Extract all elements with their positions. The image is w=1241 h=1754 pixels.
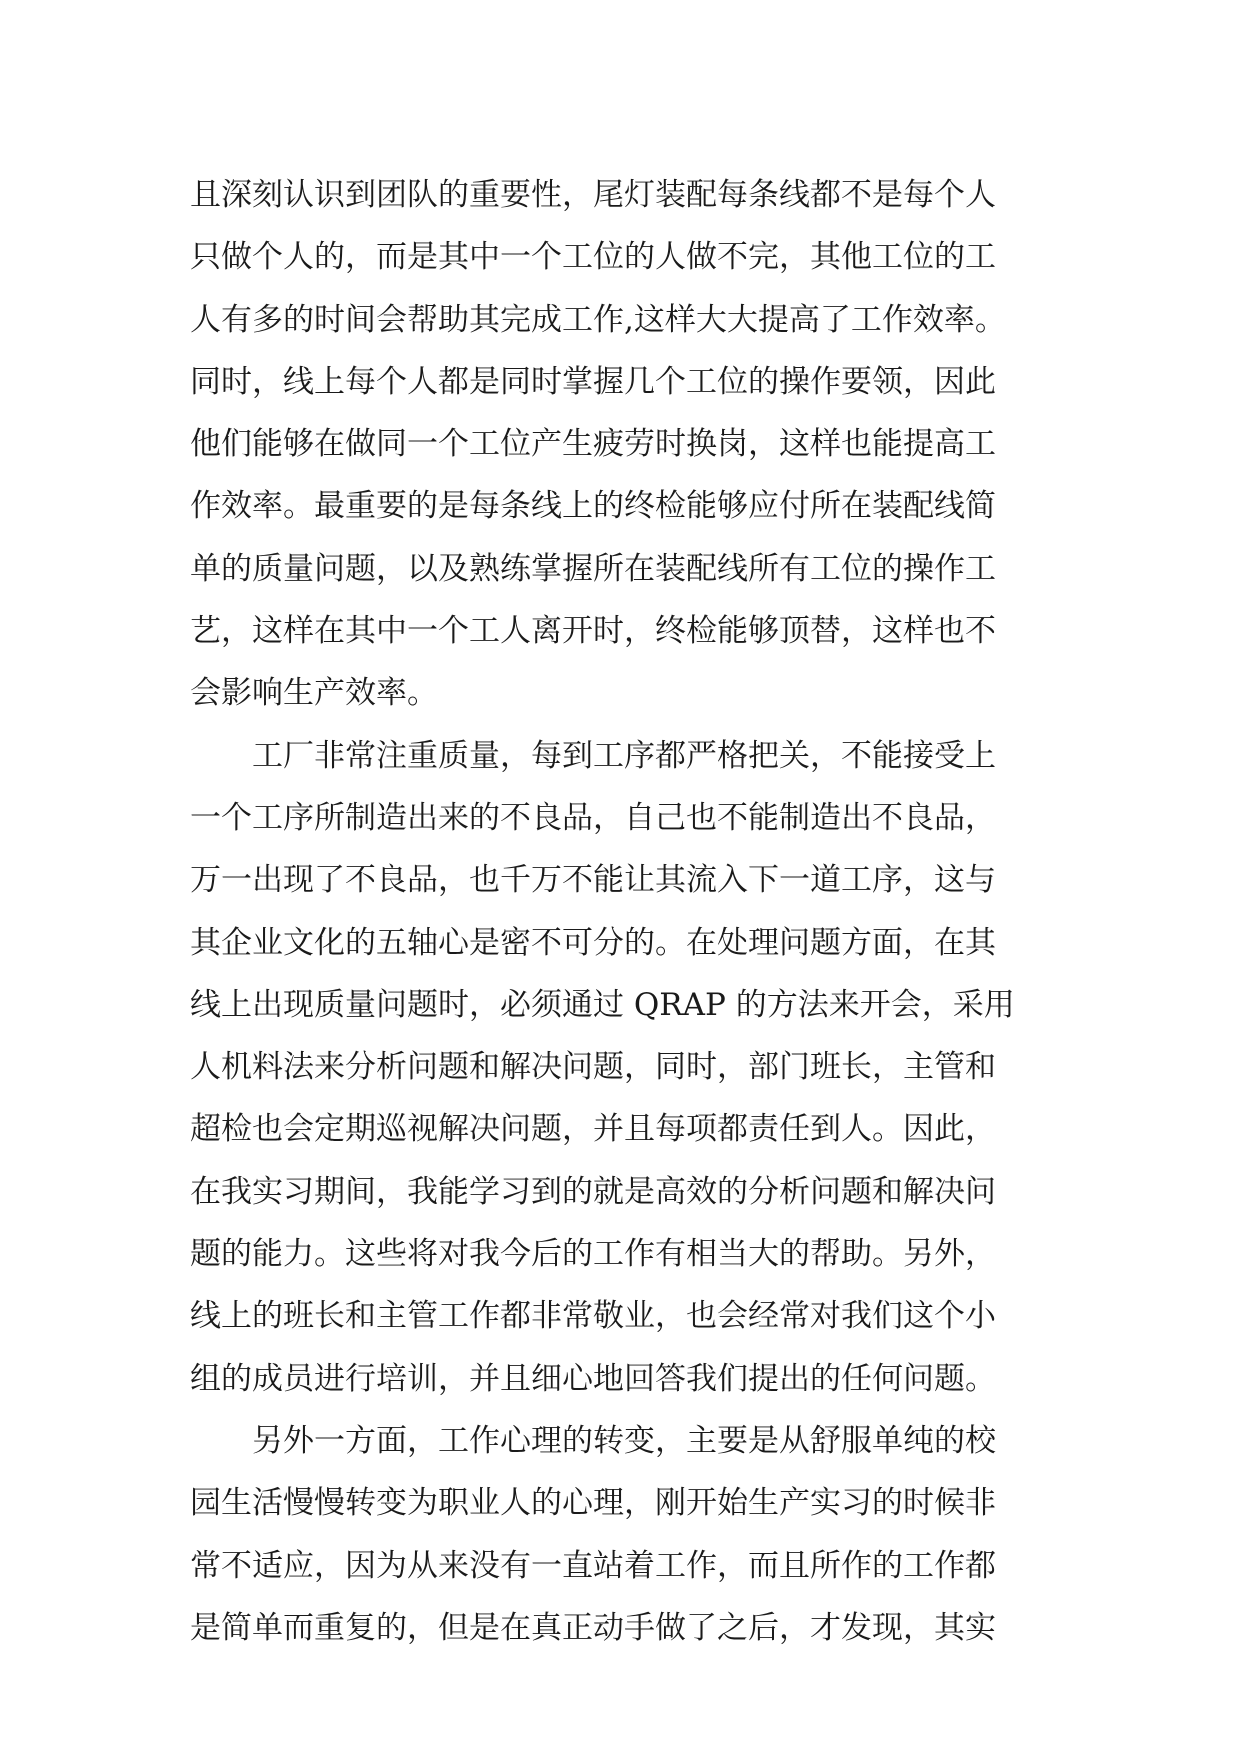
text-line: 单的质量问题，以及熟练掌握所在装配线所有工位的操作工 (190, 550, 996, 587)
text-line: 其企业文化的五轴心是密不可分的。在处理问题方面，在其 (190, 924, 996, 961)
text-line: 作效率。最重要的是每条线上的终检能够应付所在装配线简 (190, 488, 996, 525)
text-line: 组的成员进行培训，并且细心地回答我们提出的任何问题。 (190, 1360, 996, 1397)
text-line: 超检也会定期巡视解决问题，并且每项都责任到人。因此， (190, 1111, 996, 1148)
text-line: 且深刻认识到团队的重要性，尾灯装配每条线都不是每个人 (190, 177, 996, 213)
text-line: 人机料法来分析问题和解决问题，同时，部门班长，主管和 (190, 1049, 996, 1086)
text-line: 艺，这样在其中一个工人离开时，终检能够顶替，这样也不 (190, 613, 996, 650)
text-line: 同时，线上每个人都是同时掌握几个工位的操作要领，因此 (190, 363, 996, 400)
text-line: 万一出现了不良品，也千万不能让其流入下一道工序，这与 (190, 862, 996, 899)
paragraph-start-line: 工厂非常注重质量，每到工序都严格把关，不能接受上 (190, 737, 996, 774)
text-line: 会影响生产效率。 (190, 675, 438, 712)
text-line: 线上的班长和主管工作都非常敬业，也会经常对我们这个小 (190, 1298, 996, 1335)
text-line: 常不适应，因为从来没有一直站着工作，而且所作的工作都 (190, 1547, 996, 1584)
text-line: 园生活慢慢转变为职业人的心理，刚开始生产实习的时候非 (190, 1485, 996, 1522)
text-line: 人有多的时间会帮助其完成工作,这样大大提高了工作效率。 (190, 301, 1006, 338)
text-line: 在我实习期间，我能学习到的就是高效的分析问题和解决问 (190, 1173, 996, 1210)
text-line: 题的能力。这些将对我今后的工作有相当大的帮助。另外， (190, 1236, 996, 1273)
text-line: 线上出现质量问题时，必须通过 QRAP 的方法来开会，采用 (190, 986, 1015, 1023)
text-line: 只做个人的，而是其中一个工位的人做不完，其他工位的工 (190, 239, 996, 276)
text-line: 一个工序所制造出来的不良品，自己也不能制造出不良品， (190, 799, 996, 836)
paragraph-start-line: 另外一方面，工作心理的转变，主要是从舒服单纯的校 (190, 1422, 996, 1459)
body-text (190, 164, 1090, 1659)
text-line: 他们能够在做同一个工位产生疲劳时换岗，这样也能提高工 (190, 426, 996, 463)
text-line: 是简单而重复的，但是在真正动手做了之后，才发现，其实 (190, 1609, 996, 1646)
